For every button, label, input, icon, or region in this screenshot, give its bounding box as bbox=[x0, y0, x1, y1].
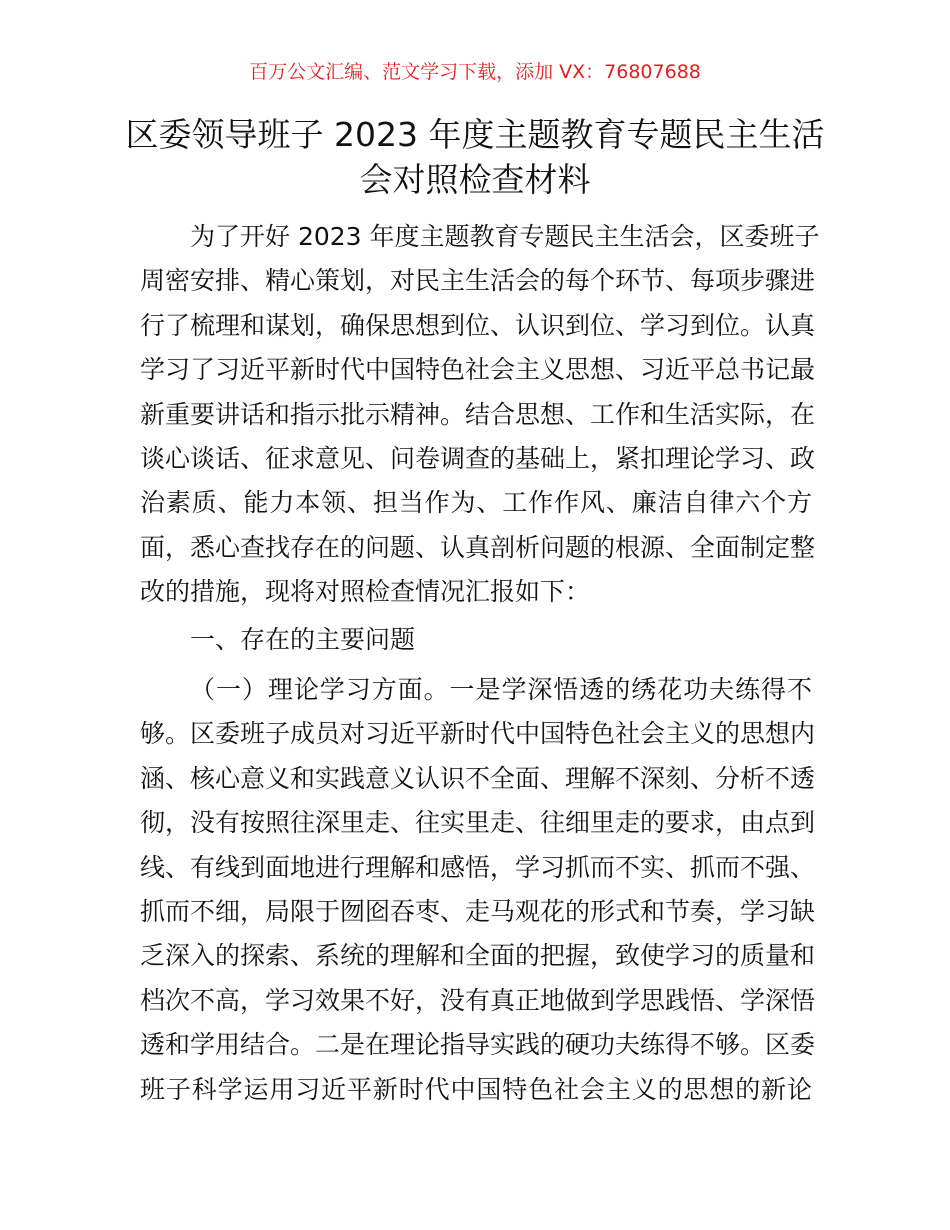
text-line: 档次不高，学习效果不好，没有真正地做到学思践悟、学深悟 bbox=[140, 985, 816, 1015]
text-line: 为了开好 2023 年度主题教育专题民主生活会，区委班子 bbox=[190, 222, 820, 251]
section-heading bbox=[140, 618, 812, 662]
text-line: 涵、核心意义和实践意义认识不全面、理解不深刻、分析不透 bbox=[140, 763, 816, 793]
text-line: 新重要讲话和指示批示精神。结合思想、工作和生活实际，在 bbox=[140, 399, 816, 429]
intro-paragraph bbox=[140, 215, 820, 615]
text-line: 学习了习近平新时代中国特色社会主义思想、习近平总书记最 bbox=[140, 355, 816, 385]
text-line: 透和学用结合。二是在理论指导实践的硬功夫练得不够。区委 bbox=[140, 1030, 816, 1060]
text-line: 抓而不细，局限于囫囵吞枣、走马观花的形式和节奏，学习缺 bbox=[140, 896, 816, 926]
text-line: 改的措施，现将对照检查情况汇报如下： bbox=[140, 577, 591, 607]
text-line: 线、有线到面地进行理解和感悟，学习抓而不实、抓而不强、 bbox=[140, 852, 816, 882]
text-line: 行了梳理和谋划，确保思想到位、认识到位、学习到位。认真 bbox=[140, 310, 816, 340]
title-line: 区委领导班子 2023 年度主题教育专题民主生活 bbox=[125, 115, 825, 154]
text-line: 周密安排、精心策划，对民主生活会的每个环节、每项步骤进 bbox=[140, 266, 816, 296]
text-line: 面，悉心查找存在的问题、认真剖析问题的根源、全面制定整 bbox=[140, 532, 816, 562]
watermark-header: 百万公文汇编、范文学习下载，添加 VX：76807688 bbox=[249, 61, 701, 83]
text-line: 乏深入的探索、系统的理解和全面的把握，致使学习的质量和 bbox=[140, 941, 816, 971]
text-line: 谈心谈话、征求意见、问卷调查的基础上，紧扣理论学习、政 bbox=[140, 443, 816, 473]
text-line: 彻，没有按照往深里走、往实里走、往细里走的要求，由点到 bbox=[140, 808, 816, 838]
section-heading-text: 一、存在的主要问题 bbox=[190, 625, 416, 654]
text-line: （一）理论学习方面。一是学深悟透的绣花功夫练得不 bbox=[190, 675, 812, 704]
text-line: 治素质、能力本领、担当作为、工作作风、廉洁自律六个方 bbox=[140, 488, 812, 518]
text-line: 班子科学运用习近平新时代中国特色社会主义的思想的新论 bbox=[140, 1074, 812, 1104]
title-line: 会对照检查材料 bbox=[359, 160, 591, 199]
section1-paragraph bbox=[140, 668, 816, 1112]
document-title bbox=[0, 112, 950, 202]
text-line: 够。区委班子成员对习近平新时代中国特色社会主义的思想内 bbox=[140, 719, 816, 749]
